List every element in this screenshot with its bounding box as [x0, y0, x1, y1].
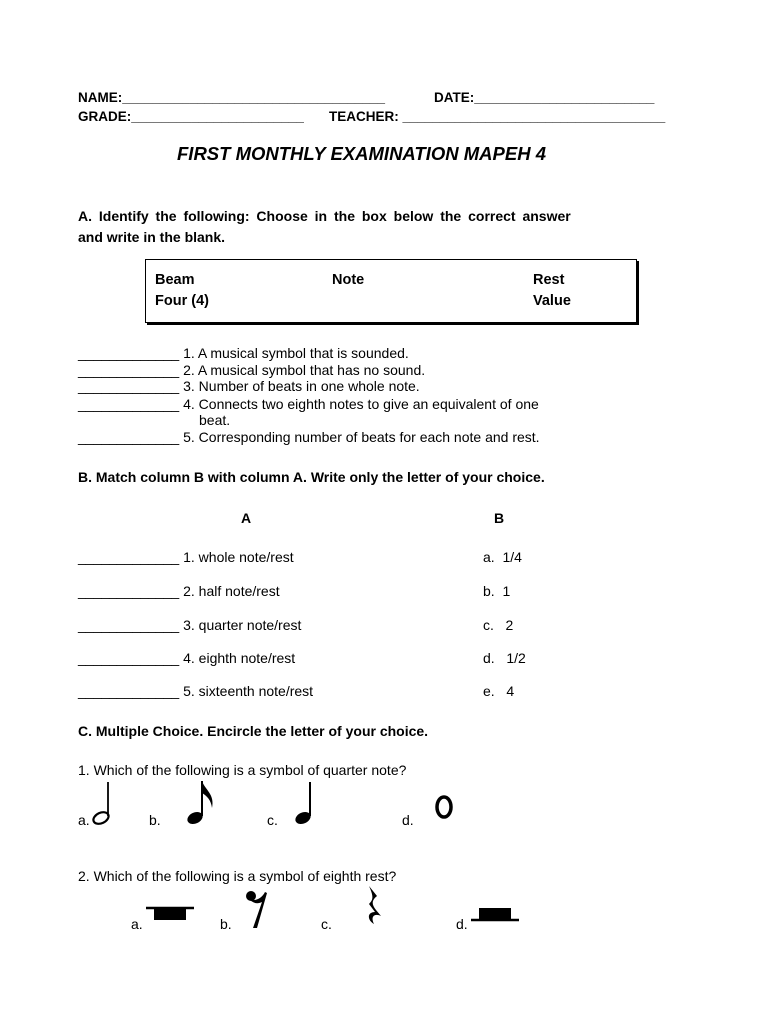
- name-field[interactable]: NAME:___________________________________: [78, 90, 386, 105]
- match-b-2: b. 1: [483, 583, 511, 599]
- match-b-4: d. 1/2: [483, 650, 526, 666]
- match-b-3: c. 2: [483, 617, 514, 633]
- section-b-instruction: B. Match column B with column A. Write only the letter of your choice.: [78, 469, 545, 485]
- q1-option-a[interactable]: a.: [78, 812, 90, 828]
- section-c-instruction: C. Multiple Choice. Encircle the letter of your choice.: [78, 723, 429, 739]
- question-1: 1. Which of the following is a symbol of quarter note?: [78, 762, 407, 778]
- choice-value: Value: [533, 293, 571, 309]
- section-a-item-2[interactable]: _____________ 2. A musical symbol that has no sound.: [78, 362, 426, 378]
- match-a-3[interactable]: _____________ 3. quarter note/rest: [78, 617, 302, 633]
- section-a-item-3[interactable]: _____________ 3. Number of beats in one whole note.: [78, 378, 420, 394]
- grade-field[interactable]: GRADE:_______________________: [78, 109, 304, 124]
- choice-beam: Beam: [155, 272, 195, 288]
- q2-option-b[interactable]: b.: [220, 916, 232, 932]
- eighth-note-icon[interactable]: [185, 778, 219, 828]
- page-title: FIRST MONTHLY EXAMINATION MAPEH 4: [177, 143, 546, 164]
- column-a-header: A: [241, 510, 252, 526]
- eighth-rest-icon[interactable]: [243, 886, 273, 936]
- match-a-1[interactable]: _____________ 1. whole note/rest: [78, 549, 294, 565]
- match-a-4[interactable]: _____________ 4. eighth note/rest: [78, 650, 296, 666]
- section-a-item-4[interactable]: _____________ 4. Connects two eighth notes to give an equivalent of one: [78, 396, 539, 412]
- choice-note: Note: [332, 272, 365, 288]
- q2-option-a[interactable]: a.: [131, 916, 143, 932]
- teacher-field[interactable]: TEACHER: ___________________________________: [329, 109, 666, 124]
- section-a-instruction: A. Identify the following: Choose in the box below the correct answer: [78, 208, 571, 224]
- match-a-5[interactable]: _____________ 5. sixteenth note/rest: [78, 683, 314, 699]
- whole-note-icon[interactable]: [431, 792, 461, 832]
- match-b-5: e. 4: [483, 683, 515, 699]
- half-rest-icon[interactable]: [471, 900, 521, 930]
- section-a-item-4-cont: beat.: [199, 412, 231, 428]
- q1-option-d[interactable]: d.: [402, 812, 414, 828]
- date-field[interactable]: DATE:________________________: [434, 90, 655, 105]
- question-2: 2. Which of the following is a symbol of eighth rest?: [78, 868, 397, 884]
- q2-option-c[interactable]: c.: [321, 916, 332, 932]
- column-b-header: B: [494, 510, 505, 526]
- section-a-item-1[interactable]: _____________ 1. A musical symbol that is sounded.: [78, 345, 409, 361]
- q1-option-c[interactable]: c.: [267, 812, 278, 828]
- half-note-icon[interactable]: [89, 778, 119, 828]
- choices-box: [145, 259, 637, 323]
- choice-four: Four (4): [155, 293, 209, 309]
- quarter-rest-icon[interactable]: [363, 884, 393, 934]
- q1-option-b[interactable]: b.: [149, 812, 161, 828]
- q2-option-d[interactable]: d.: [456, 916, 468, 932]
- section-a-instruction-cont: and write in the blank.: [78, 229, 226, 245]
- choice-rest: Rest: [533, 272, 565, 288]
- match-b-1: a. 1/4: [483, 549, 522, 565]
- match-a-2[interactable]: _____________ 2. half note/rest: [78, 583, 280, 599]
- whole-rest-icon[interactable]: [146, 900, 196, 930]
- quarter-note-icon[interactable]: [291, 778, 321, 828]
- section-a-item-5[interactable]: _____________ 5. Corresponding number of beats for each note and rest.: [78, 429, 540, 445]
